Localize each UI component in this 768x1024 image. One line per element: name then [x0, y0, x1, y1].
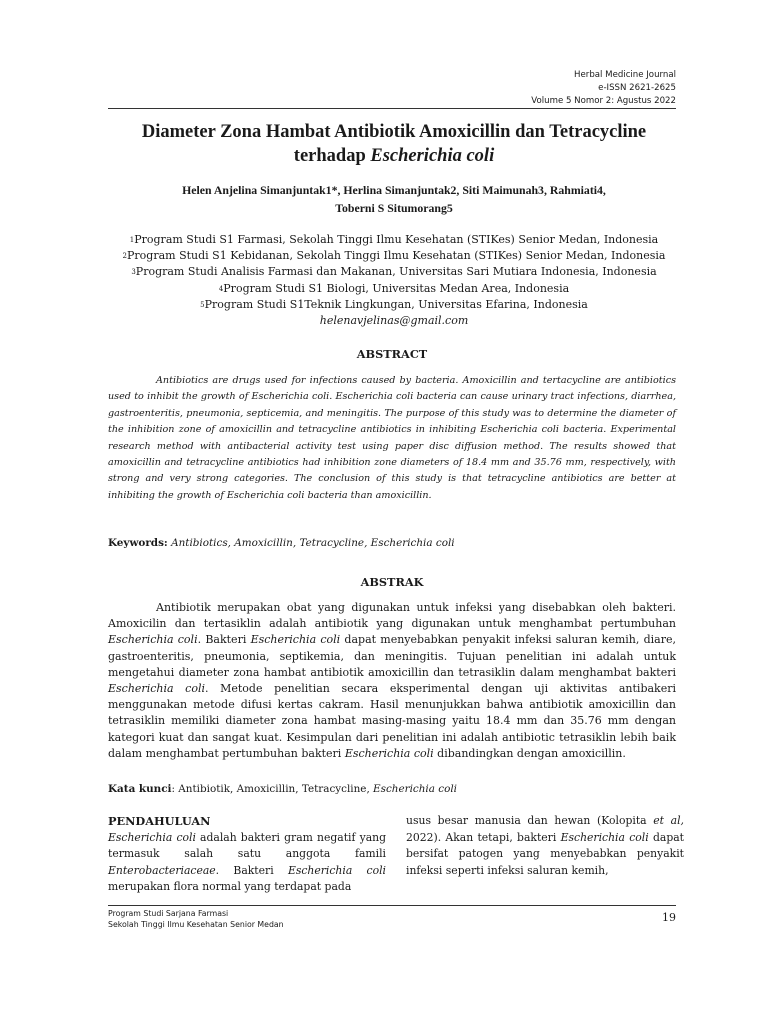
abstrak-heading: ABSTRAK — [360, 575, 424, 589]
intro-species-1: Escherichia coli — [108, 830, 196, 844]
abstrak-text-5: dibandingkan dengan amoxicillin. — [433, 746, 626, 760]
abstrak-species-2: Escherichia coli — [250, 633, 341, 647]
title-line-2 — [100, 144, 688, 168]
intro-left-column — [108, 813, 386, 896]
affiliation-1-sup: 1 — [129, 236, 135, 244]
intro-species-3: Escherichia coli — [560, 830, 649, 844]
affiliation-4-text: Program Studi S1 Biologi, Universitas Medan Area, Indonesia — [223, 281, 570, 295]
affiliation-5 — [100, 297, 688, 313]
footer-divider — [108, 905, 676, 906]
intro-left-text — [108, 830, 386, 896]
abstrak-text-2: . Bakteri — [197, 633, 251, 647]
affiliation-5-text: Program Studi S1Teknik Lingkungan, Universitas Efarina, Indonesia — [204, 297, 588, 311]
affiliations — [100, 232, 688, 329]
intro-right-column — [406, 813, 684, 879]
intro-heading: PENDAHULUAN — [108, 814, 211, 828]
paper-title — [100, 120, 688, 168]
affiliation-2-text: Program Studi S1 Kebidanan, Sekolah Tinggi Ilmu Kesehatan (STIKes) Senior Medan, Indonesia — [127, 249, 666, 263]
affiliation-4-sup: 4 — [218, 284, 224, 293]
footer-line-1: Program Studi Sarjana Farmasi — [108, 909, 229, 918]
corresponding-email[interactable]: helenavjelinas@gmail.com — [319, 314, 469, 328]
intro-family: Enterobacteriaceae — [108, 863, 216, 877]
authors-line-2: Toberni S Situmorang5 — [335, 201, 453, 215]
affiliation-3-sup: 3 — [131, 268, 136, 277]
journal-volume: Volume 5 Nomor 2: Agustus 2022 — [531, 96, 676, 106]
affiliation-3-text: Program Studi Analisis Farmasi dan Makanan, Universitas Sari Mutiara Indonesia, Indonesia — [135, 265, 657, 279]
author-list — [100, 181, 688, 217]
abstract-heading: ABSTRACT — [356, 347, 428, 361]
page-number: 19 — [662, 911, 676, 924]
abstrak-species-4: Escherichia coli — [344, 746, 434, 760]
keywords-label: Keywords: — [108, 537, 168, 549]
keywords-en — [108, 537, 676, 549]
affiliation-5-sup: 5 — [200, 300, 205, 309]
affiliation-2-sup: 2 — [122, 252, 127, 261]
keywords-text: Antibiotics, Amoxicillin, Tetracycline, Escherichia coli — [171, 537, 455, 549]
kata-kunci-label: Kata kunci — [108, 783, 172, 795]
intro-right-2: 2022). Akan tetapi, bakteri — [406, 830, 561, 844]
intro-text-1: adalah bakteri gram negatif yang termasuk salah satu anggota famili — [108, 830, 387, 861]
intro-right-1: usus besar manusia dan hewan (Kolopita — [406, 814, 654, 827]
kata-kunci-text: : Antibiotik, Amoxicillin, Tetracycline, — [171, 783, 374, 795]
title-line-1: Diameter Zona Hambat Antibiotik Amoxicillin dan Tetracycline — [141, 122, 647, 142]
intro-et-al: et al, — [653, 814, 684, 827]
abstrak-text-1: Antibiotik merupakan obat yang digunakan untuk infeksi yang disebabkan oleh bakteri. Amoxicilin dan tertasiklin adalah antibiotik yang digunakan untuk menghambat pertumbuhan — [108, 601, 676, 631]
affiliation-3 — [100, 264, 688, 280]
header-divider — [108, 108, 676, 109]
kata-kunci-species: Escherichia coli — [373, 783, 457, 795]
journal-name: Herbal Medicine Journal — [574, 70, 676, 80]
journal-header — [531, 69, 676, 108]
intro-right-text — [406, 813, 684, 879]
title-prefix: terhadap — [293, 146, 371, 166]
affiliation-1 — [100, 232, 688, 248]
abstract-body: Antibiotics are drugs used for infections caused by bacteria. Amoxicillin and tertacycline are antibiotics used to inhibit the growth of Escherichia coli. Escherichia coli bacteria can cause urinary tract infections, diarrhea, gastroenteritis, pneumonia, septicemia, and meningitis. The purpose of this study was to determine the diameter of the inhibition zone of amoxicillin and tetracycline antibiotics in inhibiting Escherichia coli bacteria. Experimental research method with antibacterial activity test using paper disc diffusion method. The results showed that amoxicillin and tetracycline antibiotics had inhibition zone diameters of 18.4 mm and 35.76 mm, respectively, with strong and very strong categories. The conclusion of this study is that tetracycline antibiotics are better at inhibiting the growth of Escherichia coli bacteria than amoxicillin. — [108, 375, 676, 501]
footer-line-2: Sekolah Tinggi Ilmu Kesehatan Senior Medan — [108, 919, 284, 929]
affiliation-2 — [100, 248, 688, 264]
intro-right-3: dapat bersifat patogen yang menyebabkan penyakit infeksi seperti infeksi saluran kemih, — [406, 830, 685, 877]
abstrak-body — [108, 600, 676, 762]
intro-text-2: . Bakteri — [215, 863, 288, 877]
title-italic: Escherichia coli — [370, 146, 495, 166]
affiliation-4 — [100, 281, 688, 297]
abstrak-text-4: . Metode penelitian secara eksperimental dengan uji aktivitas antibakeri menggunakan metode difusi kertas cakram. Hasil menunjukkan bahwa antibiotik amoxicillin dan tetrasiklin memiliki diameter zona hambat masing-masing yaitu 18.4 mm dan 35.76 mm dengan kategori kuat dan sangat kuat. Kesimpulan dari penelitian ini adalah antibiotic tetrasiklin lebih baik dalam menghambat pertumbuhan bakteri — [108, 682, 676, 760]
authors-line-1: Helen Anjelina Simanjuntak1*, Herlina Simanjuntak2, Siti Maimunah3, Rahmiati4, — [182, 183, 606, 197]
intro-text-3: merupakan flora normal yang terdapat pada — [108, 880, 352, 894]
abstrak-species-1: Escherichia coli — [108, 633, 198, 647]
footer-institution — [108, 909, 284, 930]
affiliation-1-text: Program Studi S1 Farmasi, Sekolah Tinggi Ilmu Kesehatan (STIKes) Senior Medan, Indonesia — [134, 233, 659, 246]
keywords-id — [108, 783, 676, 795]
abstrak-species-3: Escherichia coli — [108, 682, 205, 696]
intro-species-2: Escherichia coli — [287, 863, 386, 877]
abstrak-text-3: dapat menyebabkan penyakit infeksi saluran kemih, diare, gastroenteritis, pneumonia, septikemia, dan meningitis. Tujuan penelitian ini adalah untuk mengetahui diameter zona hambat antibiotik amoxicillin dan tetrasiklin dalam menghambat bakteri — [108, 633, 677, 679]
journal-issn: e-ISSN 2621-2625 — [598, 83, 676, 93]
